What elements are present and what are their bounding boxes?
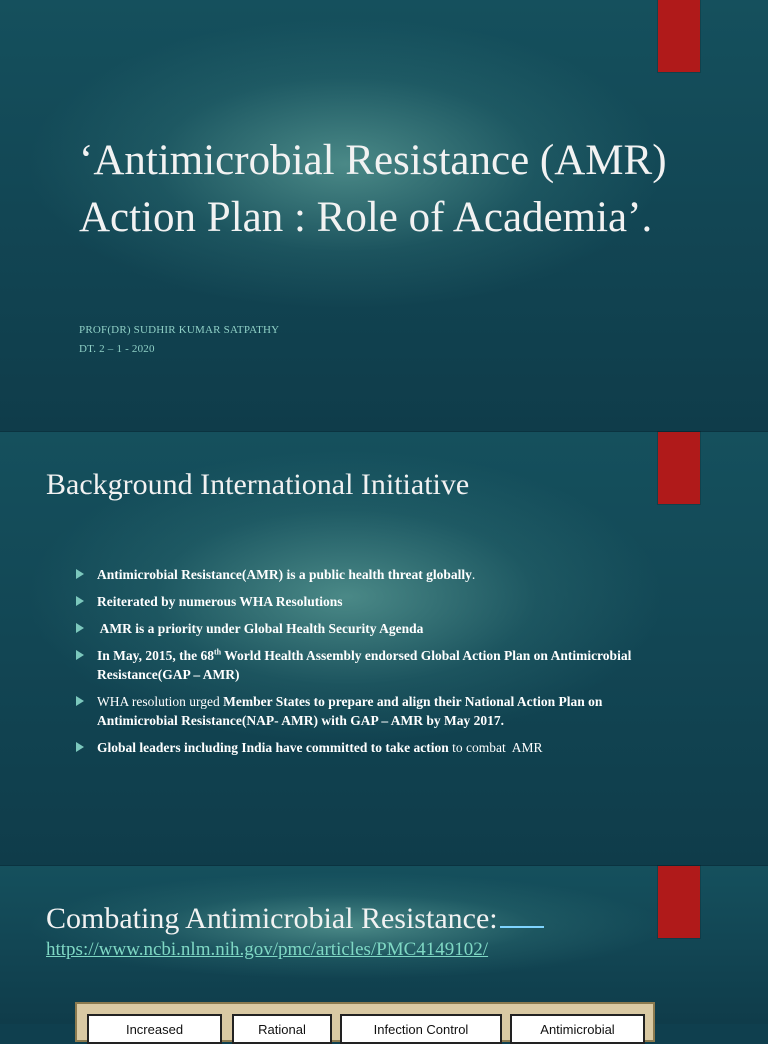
bullet-text: AMR is a priority under Global Health Security Agenda bbox=[97, 621, 424, 636]
arrow-bullet-icon bbox=[76, 569, 84, 579]
author-name: PROF(DR) SUDHIR KUMAR SATPATHY bbox=[79, 324, 280, 336]
title-underline bbox=[500, 926, 544, 928]
bullet-text: to combat AMR bbox=[448, 740, 543, 755]
arrow-bullet-icon bbox=[76, 596, 84, 606]
diagram-box: Rational bbox=[232, 1014, 332, 1044]
flow-diagram bbox=[75, 1002, 655, 1042]
slide-3 bbox=[0, 866, 768, 1037]
list-item bbox=[76, 592, 636, 611]
slide-1-title: ‘Antimicrobial Resistance (AMR) Action Plan : Role of Academia’. bbox=[79, 137, 667, 241]
list-item bbox=[76, 646, 636, 684]
ncbi-article-link[interactable]: https://www.ncbi.nlm.nih.gov/pmc/articles/PMC4149102/ bbox=[46, 939, 489, 960]
arrow-bullet-icon bbox=[76, 650, 84, 660]
bullet-text: Reiterated by numerous WHA Resolutions bbox=[97, 594, 343, 609]
slide-1 bbox=[0, 0, 768, 432]
arrow-bullet-icon bbox=[76, 742, 84, 752]
accent-bar bbox=[658, 432, 700, 504]
list-item bbox=[76, 565, 636, 584]
list-item bbox=[76, 692, 636, 730]
slide-3-title-text: Combating Antimicrobial Resistance: bbox=[46, 902, 498, 935]
accent-bar bbox=[658, 866, 700, 938]
presentation-date: DT. 2 – 1 - 2020 bbox=[79, 343, 155, 355]
slide-3-title bbox=[46, 902, 544, 936]
bullet-text: WHA resolution urged bbox=[97, 694, 224, 709]
superscript: th bbox=[214, 647, 222, 657]
list-item bbox=[76, 619, 636, 638]
diagram-box: Antimicrobial bbox=[510, 1014, 645, 1044]
diagram-box: Infection Control bbox=[340, 1014, 502, 1044]
arrow-bullet-icon bbox=[76, 696, 84, 706]
bullet-text: Global leaders including India have committed to take action bbox=[97, 740, 449, 755]
bullet-text: . bbox=[471, 567, 476, 582]
bullet-list bbox=[76, 565, 636, 765]
bullet-text: In May, 2015, the 68 bbox=[97, 648, 215, 663]
slide-2-title: Background International Initiative bbox=[46, 468, 470, 501]
bullet-text: World Health Assembly endorsed Global Action Plan on Antimicrobial Resistance(GAP – AMR) bbox=[97, 648, 632, 682]
list-item bbox=[76, 738, 636, 757]
bullet-text: Member States to prepare and align their National Action Plan on Antimicrobial Resistance(NAP- AMR) with GAP – AMR by May 2017. bbox=[97, 694, 603, 728]
accent-bar bbox=[658, 0, 700, 72]
author-block bbox=[79, 321, 279, 359]
bullet-text: Antimicrobial Resistance(AMR) is a public health threat globally bbox=[97, 567, 472, 582]
arrow-bullet-icon bbox=[76, 623, 84, 633]
slide-2 bbox=[0, 432, 768, 866]
diagram-box: Increased bbox=[87, 1014, 222, 1044]
